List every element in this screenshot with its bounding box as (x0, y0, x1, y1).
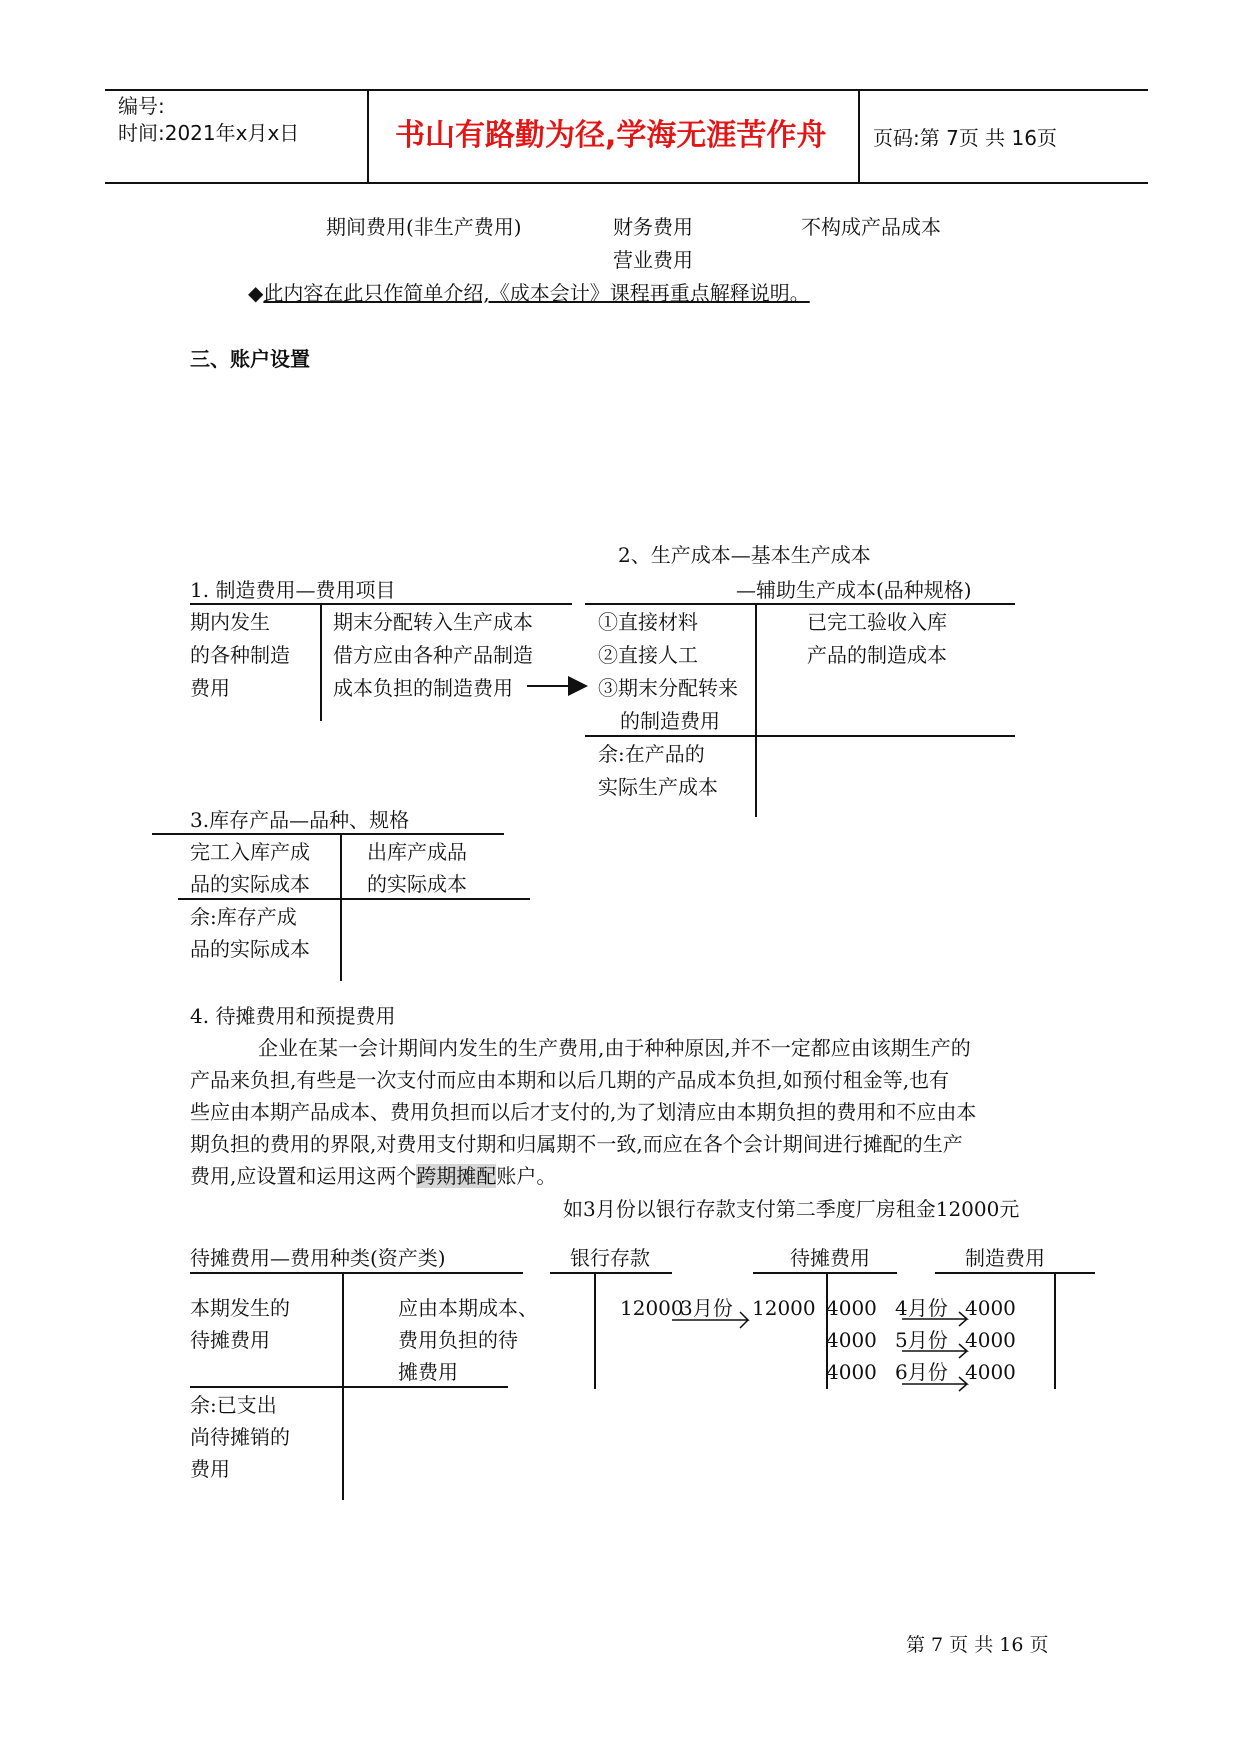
account3-balance-line: 品的实际成本 (190, 937, 310, 961)
account2-debit-line: ②直接人工 (598, 643, 698, 667)
account1-credit-line: 借方应由各种产品制造 (333, 643, 533, 667)
account4-credit-line: 应由本期成本、 (398, 1296, 538, 1320)
transfer-month-label: 3月份 (680, 1296, 733, 1320)
account4-credit-line: 费用负担的待 (398, 1328, 518, 1352)
account3-debit-line: 完工入库产成 (190, 840, 310, 864)
note-text: 此内容在此只作简单介绍,《成本会计》课程再重点解释说明。 (263, 281, 810, 305)
document-time-label: 时间:2021年x月x日 (118, 121, 300, 145)
paragraph-line: 产品来负担,有些是一次支付而应由本期和以后几期的产品成本负担,如预付租金等,也有 (190, 1068, 950, 1092)
header-motto: 书山有路勤为径,学海无涯苦作舟 (395, 118, 827, 153)
transfer-arrow-icon (672, 1312, 748, 1328)
account1-title: 1. 制造费用—费用项目 (190, 578, 396, 602)
account2-title-line2: —辅助生产成本(品种规格) (736, 578, 972, 602)
account3-balance-line: 余:库存产成 (190, 905, 297, 929)
account3-title: 3.库存产品—品种、规格 (190, 808, 410, 832)
bank-credit-amount: 12000 (620, 1296, 684, 1320)
document-number-label: 编号: (118, 94, 165, 118)
period-cost-label: 期间费用(非生产费用) (326, 215, 522, 239)
paragraph-line: 期负担的费用的界限,对费用支付期和归属期不一致,而应在各个会计期间进行摊配的生产 (190, 1132, 963, 1156)
manufacturing-example-title: 制造费用 (965, 1246, 1045, 1270)
account4-balance-line: 尚待摊销的 (190, 1425, 290, 1449)
account1-debit-line: 费用 (190, 676, 230, 700)
account2-balance-line: 实际生产成本 (598, 775, 718, 799)
account2-balance-line: 余:在产品的 (598, 742, 705, 766)
account4-credit-line: 摊费用 (398, 1360, 458, 1384)
page-number-label: 页码:第 7页 共 16页 (873, 126, 1057, 150)
allocation-month-label: 5月份 (895, 1328, 948, 1352)
account4-debit-line: 本期发生的 (190, 1296, 290, 1320)
prepaid-credit-amount: 4000 (826, 1296, 877, 1320)
transfer-arrow-icon (902, 1312, 967, 1326)
account1-credit-line: 期末分配转入生产成本 (333, 610, 533, 634)
account4-balance-line: 余:已支出 (190, 1393, 277, 1417)
prepaid-debit-amount: 12000 (752, 1296, 816, 1320)
account2-credit-line: 产品的制造成本 (807, 643, 947, 667)
allocation-month-label: 6月份 (895, 1360, 948, 1384)
paragraph-last-line: 费用,应设置和运用这两个跨期摊配账户。 (190, 1164, 557, 1188)
account3-credit-line: 出库产成品 (367, 840, 467, 864)
account2-debit-line: ①直接材料 (598, 610, 698, 634)
not-product-cost-label: 不构成产品成本 (801, 215, 941, 239)
footer-page-number: 第 7 页 共 16 页 (906, 1634, 1049, 1656)
highlighted-term: 跨期摊配 (416, 1164, 497, 1188)
account4-title: 待摊费用—费用种类(资产类) (190, 1246, 446, 1270)
transfer-arrow-icon (902, 1377, 967, 1391)
account2-credit-line: 已完工验收入库 (807, 610, 947, 634)
transfer-arrow-icon (902, 1344, 967, 1358)
prepaid-credit-amount: 4000 (826, 1360, 877, 1384)
allocation-month-label: 4月份 (895, 1296, 948, 1320)
prepaid-example-title: 待摊费用 (790, 1246, 870, 1270)
example-statement: 如3月份以银行存款支付第二季度厂房租金12000元 (563, 1197, 1020, 1221)
manufacturing-debit-amount: 4000 (965, 1296, 1016, 1320)
manufacturing-debit-amount: 4000 (965, 1360, 1016, 1384)
section-three-heading: 三、账户设置 (190, 347, 310, 371)
operating-cost-label: 营业费用 (613, 248, 693, 272)
account3-debit-line: 品的实际成本 (190, 872, 310, 896)
account2-debit-line: 的制造费用 (620, 709, 720, 733)
account1-debit-line: 期内发生 (190, 610, 270, 634)
diamond-bullet-icon: ◆ (248, 281, 264, 305)
finance-cost-label: 财务费用 (613, 215, 693, 239)
prepaid-credit-amount: 4000 (826, 1328, 877, 1352)
account4-balance-line: 费用 (190, 1457, 230, 1481)
section-four-heading: 4. 待摊费用和预提费用 (190, 1004, 396, 1028)
bank-deposit-title: 银行存款 (570, 1246, 650, 1270)
account1-credit-line: 成本负担的制造费用 (333, 676, 513, 700)
manufacturing-debit-amount: 4000 (965, 1328, 1016, 1352)
account3-credit-line: 的实际成本 (367, 872, 467, 896)
account2-title-line1: 2、生产成本—基本生产成本 (618, 543, 871, 567)
paragraph-line: 些应由本期产品成本、费用负担而以后才支付的,为了划清应由本期负担的费用和不应由本 (190, 1100, 977, 1124)
account4-debit-line: 待摊费用 (190, 1328, 270, 1352)
account1-debit-line: 的各种制造 (190, 643, 290, 667)
paragraph-line: 企业在某一会计期间内发生的生产费用,由于种种原因,并不一定都应由该期生产的 (258, 1036, 971, 1060)
account2-debit-line: ③期末分配转来 (598, 676, 738, 700)
